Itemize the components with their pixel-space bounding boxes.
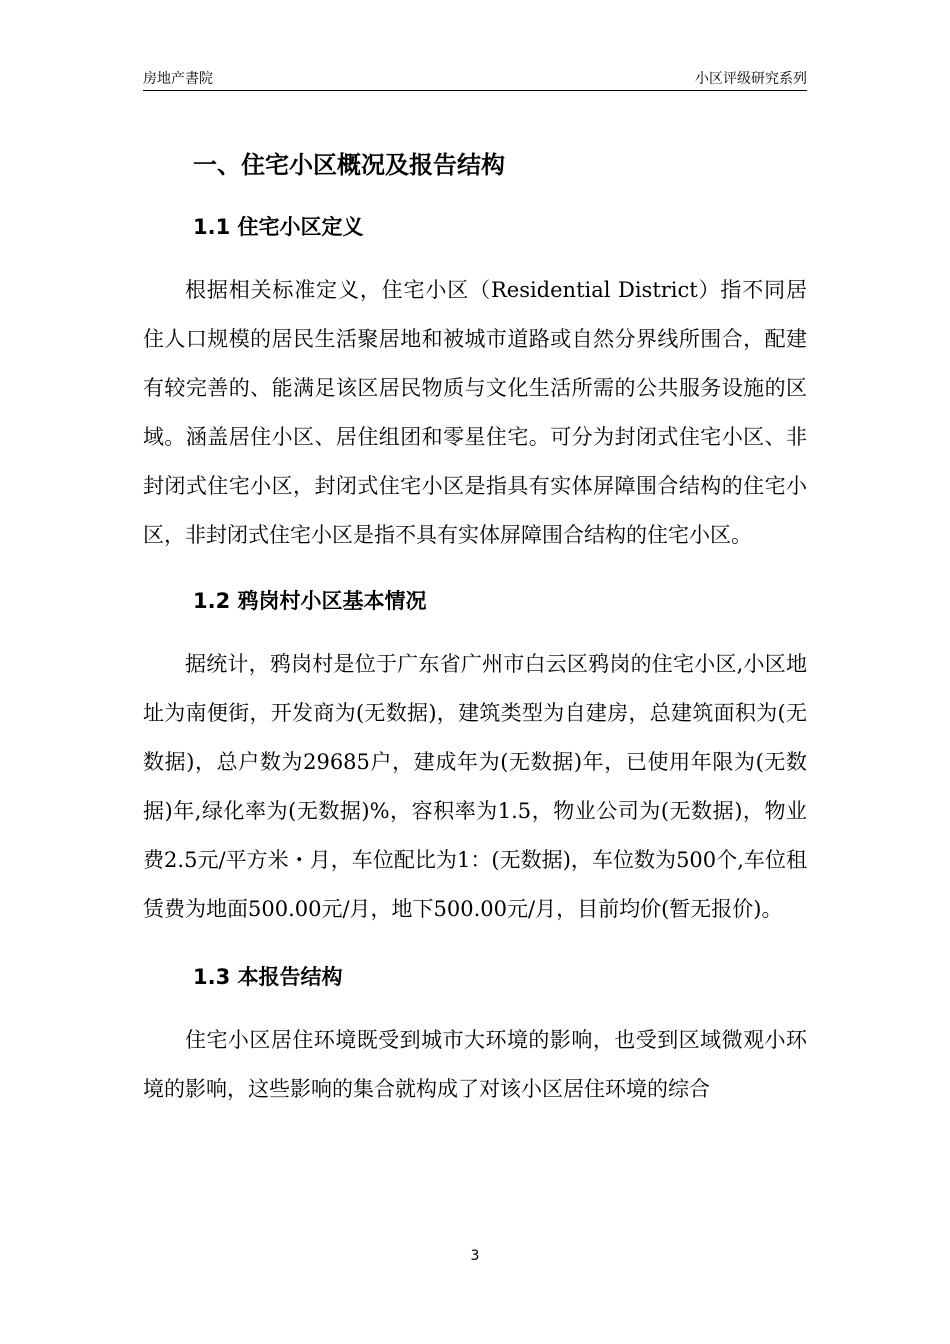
chapter-title: 一、住宅小区概况及报告结构 [193,151,505,179]
section-body-1-2: 据统计，鸦岗村是位于广东省广州市白云区鸦岗的住宅小区,小区地址为南便街，开发商为(无数据)，建筑类型为自建房，总建筑面积为(无数据)，总户数为29685户，建成年为(无数据)年，已使用年限为(无数据)年,绿化率为(无数据)%，容积率为1.5，物业公司为(无数据)，物业费2.5元/平方米・月，车位配比为1：(无数据)，车位数为500个,车位租赁费为地面500.00元/月，地下500.00元/月，目前均价(暂无报价)。 [143,652,807,921]
section-heading-1-1: 1.1 住宅小区定义 [193,215,364,239]
header-publisher: 房地产書院 [143,71,213,87]
page-number: 3 [470,1248,480,1264]
page-header [143,64,807,91]
section-body-1-3: 住宅小区居住环境既受到城市大环境的影响，也受到区域微观小环境的影响，这些影响的集合就构成了对该小区居住环境的综合 [143,1028,807,1101]
section-body-1-1: 根据相关标准定义，住宅小区（Residential District）指不同居住人口规模的居民生活聚居地和被城市道路或自然分界线所围合，配建有较完善的、能满足该区居民物质与文化生活所需的公共服务设施的区域。涵盖居住小区、居住组团和零星住宅。可分为封闭式住宅小区、非封闭式住宅小区，封闭式住宅小区是指具有实体屏障围合结构的住宅小区，非封闭式住宅小区是指不具有实体屏障围合结构的住宅小区。 [143,278,807,547]
document-body [143,140,807,1114]
section-heading-1-3: 1.3 本报告结构 [193,965,343,989]
section-heading-1-2: 1.2 鸦岗村小区基本情况 [193,589,427,613]
header-series-title: 小区评级研究系列 [695,71,807,87]
